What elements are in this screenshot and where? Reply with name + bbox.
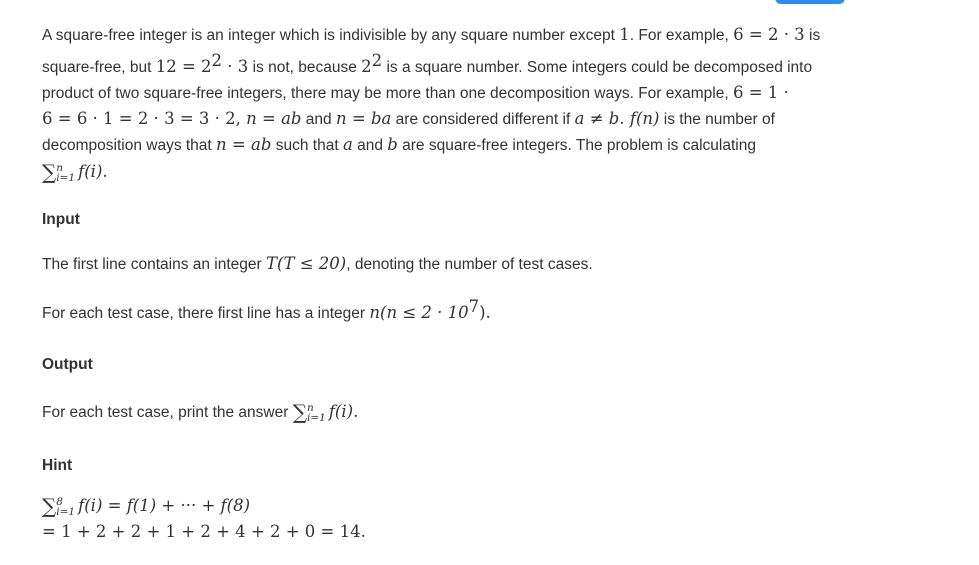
desc-line-4 (42, 106, 842, 132)
desc-math: = (346, 109, 371, 129)
output-heading: Output (42, 356, 93, 373)
desc-text: decomposition ways that (42, 137, 217, 155)
desc-line-2 (42, 48, 842, 80)
desc-math: (n) (635, 109, 660, 129)
desc-math: 1 (619, 25, 630, 44)
desc-math: a (342, 135, 353, 155)
desc-line-1 (42, 22, 842, 48)
desc-text: square-free, but (42, 59, 156, 77)
desc-math: f(i) (78, 162, 103, 182)
input-text: The first line contains an integer (42, 256, 267, 273)
desc-text: . For example, (629, 27, 734, 44)
desc-text: such that (271, 137, 343, 155)
input-math: n(n ≤ 2 · 10 (369, 303, 469, 323)
sum-symbol: ∑ (42, 160, 57, 185)
desc-line-6 (42, 158, 842, 185)
input-text: For each test case, there first line has a integer (42, 305, 370, 323)
desc-math: ab (281, 109, 302, 129)
hint-math: f(i) = f(1) + ··· + f(8) (78, 496, 251, 515)
output-text: For each test case, print the answer (42, 404, 293, 421)
input-heading: Input (42, 211, 80, 228)
desc-text: is (804, 27, 821, 44)
desc-text: is the number of (659, 111, 775, 129)
desc-math: f (629, 109, 636, 129)
desc-text: is not, because (248, 59, 362, 77)
desc-text: product of two square-free integers, there may be more than one decomposition ways. For example, (42, 85, 733, 103)
sum-upper: 8 (56, 495, 63, 508)
desc-math-sup: 2 (211, 51, 223, 70)
desc-math: = (226, 135, 252, 155)
output-math: . (353, 402, 359, 421)
hint-content (42, 492, 366, 544)
desc-line-3 (42, 80, 842, 106)
desc-math: · 3 (222, 57, 249, 77)
desc-line-5 (42, 132, 842, 158)
desc-math: 12 = 2 (155, 57, 212, 77)
desc-math: 6 = 1 · (732, 83, 789, 103)
sum-limits (56, 497, 75, 517)
sum-lower: i=1 (306, 411, 326, 424)
desc-text: A square-free integer is an integer which is indivisible by any square number except (42, 27, 620, 44)
input-math: ). (479, 303, 491, 323)
sum-limits (56, 163, 75, 183)
desc-math: b (387, 135, 398, 155)
desc-math: = (256, 109, 282, 129)
desc-text: is a square number. Some integers could be decomposed into (382, 59, 813, 77)
hint-line-1 (42, 492, 366, 519)
desc-math: 6 = 6 · 1 = 2 · 3 = 3 · 2, (42, 109, 247, 129)
desc-math: b (608, 109, 620, 129)
input-paragraph-1 (42, 254, 593, 274)
sum-lower: i=1 (56, 505, 76, 518)
desc-math: . (619, 109, 630, 129)
sum-symbol: ∑ (42, 494, 57, 518)
desc-text: and (352, 137, 388, 155)
sum-symbol: ∑ (292, 400, 307, 424)
desc-math: a (574, 109, 585, 129)
sum-upper: n (306, 401, 314, 414)
desc-math: ab (251, 135, 272, 155)
sum-upper: n (56, 162, 64, 175)
desc-math: ba (370, 109, 392, 129)
input-math-sup: 7 (468, 297, 480, 316)
top-button[interactable] (775, 0, 845, 4)
input-paragraph-2 (42, 297, 491, 323)
desc-math: n (246, 109, 257, 129)
desc-text: and (301, 111, 336, 129)
input-math: T(T ≤ 20) (266, 254, 347, 273)
sum-limits (307, 403, 326, 423)
desc-text: are square-free integers. The problem is calculating (397, 137, 756, 155)
desc-math: 6 = 2 · 3 (733, 25, 805, 44)
desc-math: ≠ (584, 109, 609, 129)
desc-math: . (102, 162, 108, 182)
desc-math-sup: 2 (371, 51, 383, 70)
desc-text: are considered different if (391, 111, 575, 129)
hint-heading: Hint (42, 457, 73, 474)
input-text: , denoting the number of test cases. (346, 256, 593, 273)
hint-line-2: = 1 + 2 + 2 + 1 + 2 + 4 + 2 + 0 = 14. (42, 522, 366, 541)
problem-description (42, 22, 842, 185)
sum-lower: i=1 (56, 172, 76, 185)
desc-math: n (335, 109, 347, 129)
output-paragraph (42, 398, 358, 423)
desc-math: 2 (361, 57, 372, 77)
desc-math: n (216, 135, 227, 155)
output-math: f(i) (328, 402, 354, 421)
